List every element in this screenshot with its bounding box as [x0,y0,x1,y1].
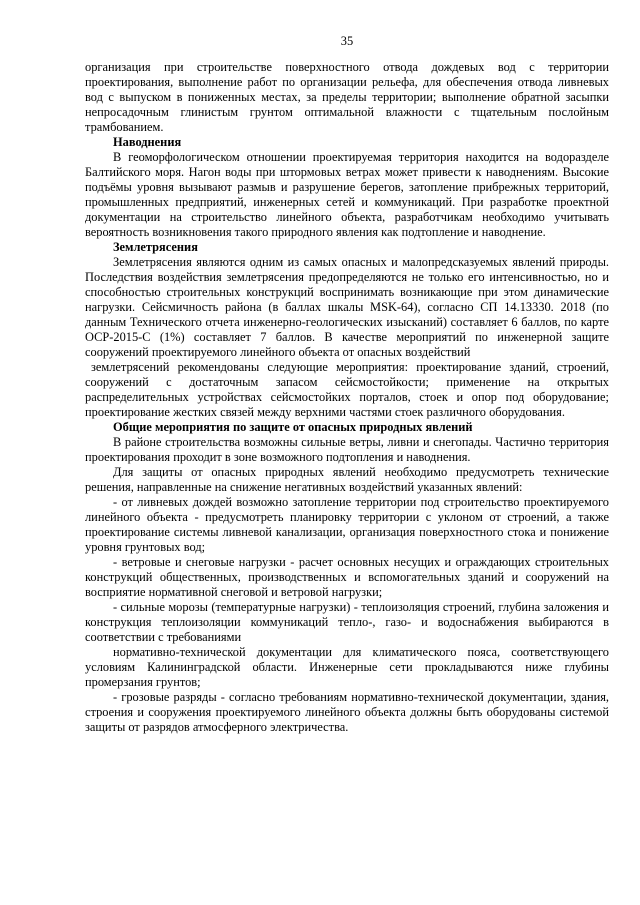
paragraph-frost-continued: нормативно-технической документации для климатического пояса, соответствующего условиям Калининградской области. Инженерные сети прокладываются ниже глубины промерзания грунтов; [85,645,609,689]
page-number: 35 [340,34,354,48]
heading-general-measures: Общие мероприятия по защите от опасных природных явлений [113,420,473,434]
heading-floods: Наводнения [113,135,182,149]
paragraph-floods: В геоморфологическом отношении проектируемая территория находится на водоразделе Балтийского моря. Нагон воды при штормовых ветрах может привести к наводнениям. Высокие подъёмы уровня вызывают размыв и разрушение берегов, затопление прибрежных территорий, промышленных предприятий, инженерных сетей и коммуникаций. При разработке проектной документации на строительство линейного объекта, разработчикам необходимо учитывать вероятность возникновения такого природного явления как подтопление и наводнение. [85,150,609,239]
list-item-frost: - сильные морозы (температурные нагрузки) - теплоизоляция строений, глубина заложения и конструкция теплоизоляции коммуникаций тепло-, газо- и водоснабжения выбираются в соответствии с требованиями [85,600,609,644]
paragraph-protection-intro: Для защиты от опасных природных явлений необходимо предусмотреть технические решения, направленные на снижение негативных воздействий указанных явлений: [85,465,609,494]
list-item-wind-snow: - ветровые и снеговые нагрузки - расчет основных несущих и ограждающих строительных конструкций общественных, производственных и вспомогательных зданий и сооружений на восприятие нормативной снеговой и ветровой нагрузки; [85,555,609,599]
heading-earthquakes: Землетрясения [113,240,198,254]
paragraph-drainage-end: организация при строительстве поверхностного отвода дождевых вод с территории проектирования, выполнение работ по организации рельефа, для обеспечения отвода ливневых вод с выпуском в пониженных местах, за пределы территории; выполнение обратной засыпки непросадочным глинистым грунтом оптимальной влажности с тщательным послойным трамбованием. [85,60,609,134]
paragraph-weather-risks: В районе строительства возможны сильные ветры, ливни и снегопады. Частично территория проектирования проходит в зоне возможного подтопления и наводнения. [85,435,609,464]
paragraph-earthquake-measures: землетрясений рекомендованы следующие мероприятия: проектирование зданий, строений, сооружений с достаточным запасом сейсмостойкости; применение на открытых распределительных устройствах сейсмостойких порталов, стоек и опор под оборудование; проектирование жестких связей между верхними частями стоек различного оборудования. [85,360,609,419]
list-item-rain: - от ливневых дождей возможно затопление территории под строительство проектируемого линейного объекта - предусмотреть планировку территории с уклоном от строений, а также проектирование системы ливневой канализации, организация поверхностного стока и понижение уровня грунтовых вод; [85,495,609,554]
paragraph-earthquakes: Землетрясения являются одним из самых опасных и малопредсказуемых явлений природы. Последствия воздействия землетрясения предопределяются не только его интенсивностью, но и способностью строительных конструкций воспринимать возникающие при этом динамические нагрузки. Сейсмичность района (в баллах шкалы MSK-64), согласно СП 14.13330. 2018 (по данным Технического отчета инженерно-геологических изысканий) составляет 6 баллов, по карте ОСР-2015-С (1%) составляет 7 баллов. В качестве мероприятий по инженерной защите сооружений проектируемого линейного объекта от опасных воздействий [85,255,609,359]
list-item-lightning: - грозовые разряды - согласно требованиям нормативно-технической документации, здания, строения и сооружения проектируемого линейного объекта должны быть оборудованы системой защиты от разрядов атмосферного электричества. [85,690,609,734]
